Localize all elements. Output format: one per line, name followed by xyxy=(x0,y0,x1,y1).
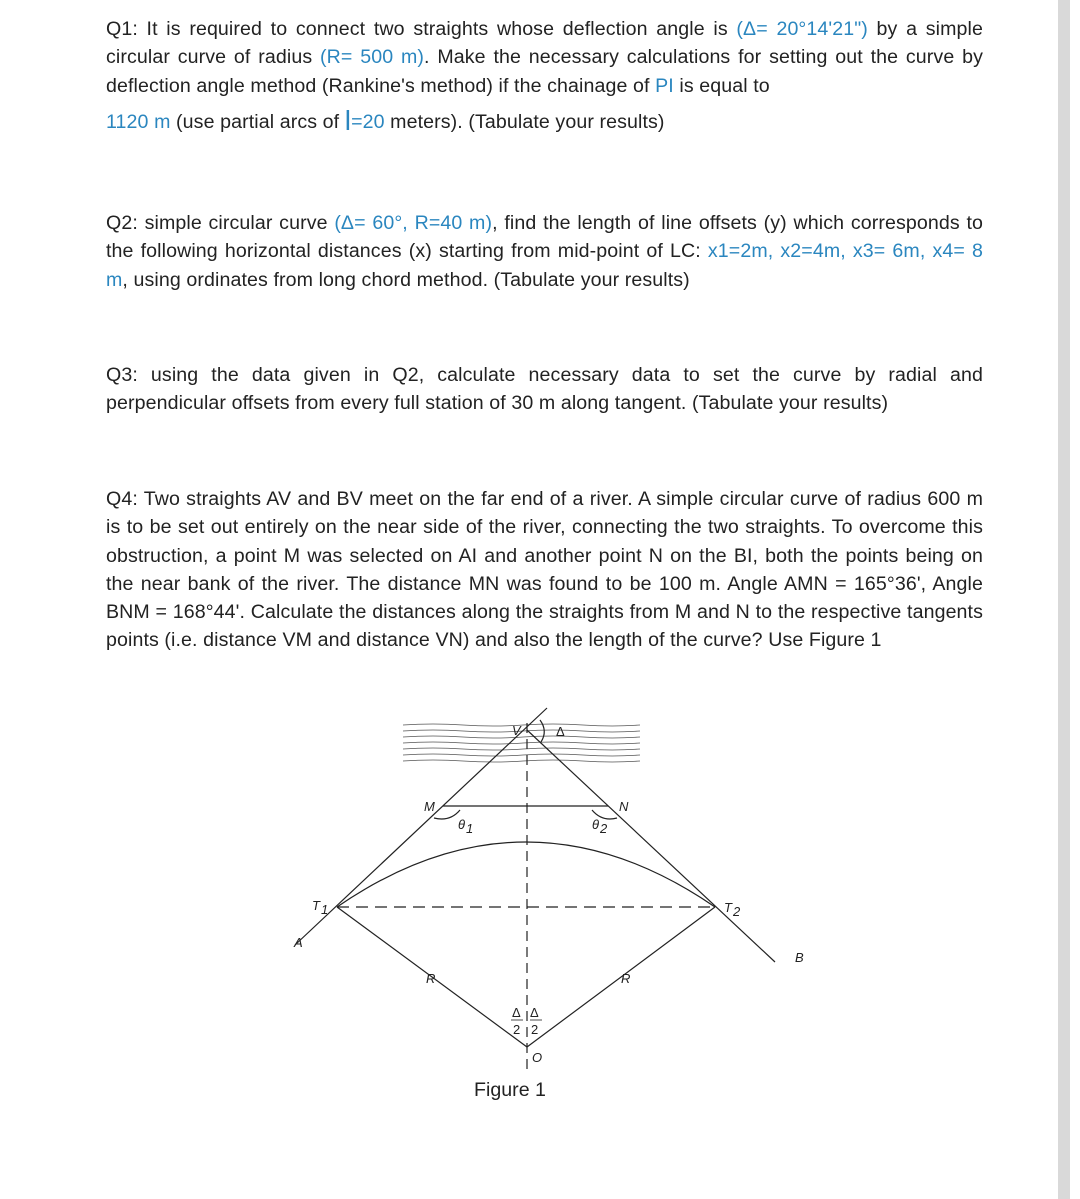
label-half-delta-left-den: 2 xyxy=(513,1022,521,1037)
q1-text: Q1: It is required to connect two straights whose deflection angle is xyxy=(106,18,737,40)
q1-text: . Make the necessary calculations for setting out the curve by deflection angle method (Rankine's method) if the chainage of xyxy=(106,46,984,97)
question-4: Q4: Two straights AV and BV meet on the far end of a river. A simple circular curve of radius 600 m is to be set out entirely on the near side of the river, connecting the two straights. To overcome this obstruction, a point M was selected on AI and another point N on the BI, both the points being on the near bank of the river. The distance MN was found to be 100 m. Angle AMN = 165°36', Angle BNM = 168°44'. Calculate the distances along the straights from M and N to the respective tangents points (i.e. distance VM and distance VN) and also the length of the curve? Use Figure 1 xyxy=(106,488,983,652)
q1-deflection-angle: (Δ= 20°14'21") xyxy=(736,18,868,40)
q1-pi: PI xyxy=(655,74,674,97)
label-R-left: R xyxy=(426,971,436,986)
q2-text: , using ordinates from long chord method. (Tabulate your results) xyxy=(122,268,690,291)
q2-text: Q2: simple circular curve xyxy=(106,212,335,234)
label-R-right: R xyxy=(621,971,631,986)
label-theta1-sub: 1 xyxy=(466,821,474,836)
q1-chainage: 1120 m xyxy=(106,110,171,133)
label-T2-sub: 2 xyxy=(733,904,741,919)
label-T1: T xyxy=(312,898,320,913)
label-T1-sub: 1 xyxy=(321,902,329,917)
q1-text: (use partial arcs of xyxy=(170,110,345,133)
label-half-delta-right-den: 2 xyxy=(531,1022,539,1037)
label-delta: Δ xyxy=(556,724,565,739)
river-lines xyxy=(403,724,640,762)
q1-text: is equal to xyxy=(673,74,770,97)
label-M: M xyxy=(424,799,435,814)
straight-BV xyxy=(527,730,775,962)
label-T2: T xyxy=(724,900,732,915)
label-theta2: θ xyxy=(592,817,600,832)
label-theta2-sub: 2 xyxy=(600,821,608,836)
q2-text: , find the length of line offsets (y) which corresponds to the following horizontal distances (x) starting from mid-point of LC: xyxy=(106,212,983,263)
q1-arc-length: =20 xyxy=(351,110,385,133)
q2-params: (Δ= 60°, R=40 m) xyxy=(334,212,493,234)
label-half-delta-left: Δ xyxy=(512,1005,521,1020)
q1-text: meters). (Tabulate your results) xyxy=(384,110,665,133)
label-theta1: θ xyxy=(458,817,466,832)
label-B: B xyxy=(795,950,804,965)
q1-arc-symbol: l xyxy=(344,104,352,136)
question-3: Q3: using the data given in Q2, calculate necessary data to set the curve by radial and perpendicular offsets from every full station of 30 m along tangent. (Tabulate your results) xyxy=(106,364,983,415)
label-A: A xyxy=(294,935,303,950)
label-N: N xyxy=(619,799,629,814)
label-V: V xyxy=(512,723,521,738)
q1-radius: (R= 500 m) xyxy=(320,46,425,69)
delta-arc xyxy=(540,720,544,742)
straight-AV xyxy=(295,708,547,945)
q2-distances: x1=2m, x2=4m, x3= 6m, x4= 8 m xyxy=(106,240,984,291)
q1-text: by a simple circular curve of radius xyxy=(106,18,983,69)
label-O: O xyxy=(532,1050,543,1065)
figure-caption: Figure 1 xyxy=(474,1079,546,1101)
label-half-delta-right: Δ xyxy=(530,1005,539,1020)
scrollbar[interactable] xyxy=(1058,0,1070,1199)
